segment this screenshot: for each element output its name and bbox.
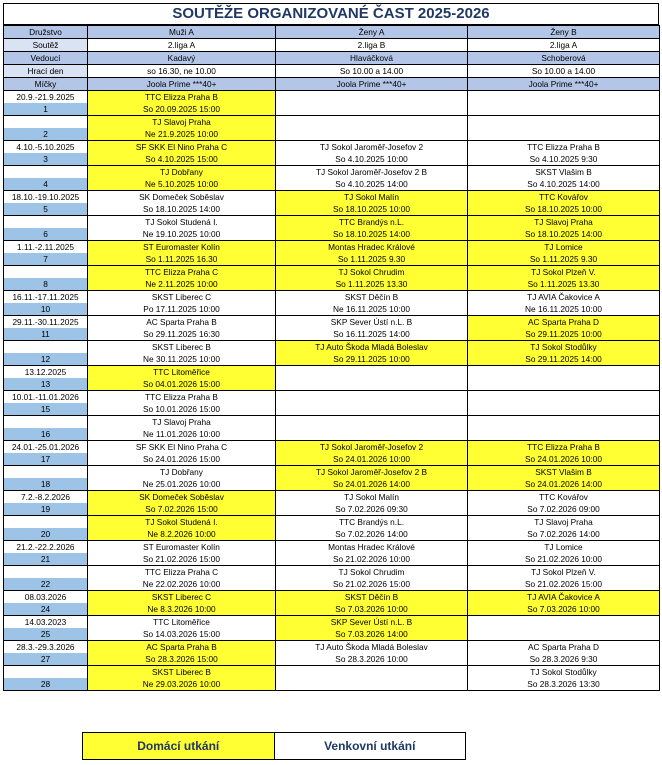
match-team: TTC Elizza Praha B — [468, 441, 660, 454]
round-number: 27 — [4, 653, 88, 666]
match-datetime: So 1.11.2025 16.30 — [88, 253, 276, 266]
match-datetime: Ne 5.10.2025 10:00 — [88, 178, 276, 191]
match-datetime: So 24.01.2026 10:00 — [276, 453, 468, 466]
round-row-top — [4, 216, 660, 229]
round-row-bottom — [4, 203, 660, 216]
match-team: TTC Elizza Praha B — [88, 91, 276, 104]
match-datetime: So 7.02.2026 14:00 — [468, 528, 660, 541]
round-date: 4.10.-5.10.2025 — [4, 141, 88, 154]
match-datetime: So 24.01.2026 14:00 — [468, 478, 660, 491]
match-team: TTC Elizza Praha B — [468, 141, 660, 154]
round-number: 6 — [4, 228, 88, 241]
header-cell: Joola Prime ***40+ — [276, 78, 468, 91]
match-team: SKST Vlašim B — [468, 166, 660, 179]
round-row-bottom — [4, 528, 660, 541]
round-row-top — [4, 341, 660, 354]
round-row-bottom — [4, 678, 660, 691]
round-date — [4, 466, 88, 479]
match-datetime: Ne 19.10.2025 10:00 — [88, 228, 276, 241]
match-team: SKP Sever Ústí n.L. B — [276, 316, 468, 329]
match-team: TJ Auto Škoda Mladá Boleslav — [276, 641, 468, 654]
match-team: TJ Sokol Chrudim — [276, 266, 468, 279]
match-datetime: So 1.11.2025 9.30 — [276, 253, 468, 266]
header-cell: Schoberová — [468, 52, 660, 65]
header-cell: 2.liga B — [276, 39, 468, 52]
round-row-bottom — [4, 553, 660, 566]
round-number: 22 — [4, 578, 88, 591]
match-team: TJ Dobřany — [88, 466, 276, 479]
match-team: TJ Sokol Jaroměř-Josefov 2 — [276, 141, 468, 154]
match-team: TJ Sokol Jaroměř-Josefov 2 — [276, 441, 468, 454]
round-number: 4 — [4, 178, 88, 191]
match-team: TJ Slavoj Praha — [468, 516, 660, 529]
match-datetime: So 7.03.2026 10:00 — [468, 603, 660, 616]
round-row-bottom — [4, 128, 660, 141]
match-team: TJ Sokol Stodůlky — [468, 666, 660, 679]
match-team: SKST Liberec B — [88, 666, 276, 679]
match-datetime: Ne 2.11.2025 10:00 — [88, 278, 276, 291]
header-cell: Joola Prime ***40+ — [88, 78, 276, 91]
match-datetime: So 1.11.2025 9.30 — [468, 253, 660, 266]
header-row — [4, 52, 660, 65]
header-cell: so 16.30, ne 10.00 — [88, 65, 276, 78]
match-datetime: So 4.10.2025 14:00 — [276, 178, 468, 191]
match-team: TTC Elizza Praha C — [88, 266, 276, 279]
match-datetime: So 7.02.2026 15:00 — [88, 503, 276, 516]
match-datetime: So 4.10.2025 15:00 — [88, 153, 276, 166]
match-team: TTC Elizza Praha B — [88, 391, 276, 404]
round-row-top — [4, 91, 660, 104]
match-team: SK Domeček Soběslav — [88, 491, 276, 504]
match-datetime: So 28.3.2026 9:30 — [468, 653, 660, 666]
match-team: TTC Kovářov — [468, 191, 660, 204]
round-row-top — [4, 591, 660, 604]
round-date: 08.03.2026 — [4, 591, 88, 604]
match-datetime: So 18.10.2025 10:00 — [468, 203, 660, 216]
round-date: 13.12.2025 — [4, 366, 88, 379]
match-datetime — [468, 628, 660, 641]
match-team: SKST Děčín B — [276, 291, 468, 304]
round-number: 3 — [4, 153, 88, 166]
schedule-sheet — [3, 3, 659, 691]
match-team: TJ Sokol Malín — [276, 491, 468, 504]
match-team: AC Sparta Praha D — [468, 316, 660, 329]
match-team: TTC Elizza Praha C — [88, 566, 276, 579]
match-team: AC Sparta Praha D — [468, 641, 660, 654]
header-label: Míčky — [4, 78, 88, 91]
header-row — [4, 65, 660, 78]
round-row-bottom — [4, 428, 660, 441]
round-row-bottom — [4, 378, 660, 391]
match-datetime: So 20.09.2025 15:00 — [88, 103, 276, 116]
round-number: 8 — [4, 278, 88, 291]
match-team: TJ Sokol Stodůlky — [468, 341, 660, 354]
match-datetime — [468, 103, 660, 116]
round-date — [4, 341, 88, 354]
round-row-bottom — [4, 303, 660, 316]
match-datetime: So 7.02.2026 14:00 — [276, 528, 468, 541]
round-date — [4, 416, 88, 429]
match-datetime: So 29.11.2025 10:00 — [468, 328, 660, 341]
round-row-top — [4, 616, 660, 629]
match-datetime — [276, 428, 468, 441]
round-row-bottom — [4, 278, 660, 291]
match-datetime: So 18.10.2025 14:00 — [276, 228, 468, 241]
round-row-bottom — [4, 328, 660, 341]
match-datetime — [276, 103, 468, 116]
match-datetime: So 7.02.2026 09:00 — [468, 503, 660, 516]
header-cell: Ženy A — [276, 26, 468, 39]
match-team: TTC Litoměřice — [88, 616, 276, 629]
round-row-bottom — [4, 578, 660, 591]
match-team — [468, 116, 660, 129]
round-row-top — [4, 141, 660, 154]
match-datetime: So 1.11.2025 13.30 — [468, 278, 660, 291]
match-datetime: So 24.01.2026 14:00 — [276, 478, 468, 491]
round-row-top — [4, 116, 660, 129]
match-team: AC Sparta Praha B — [88, 316, 276, 329]
match-team: Montas Hradec Králové — [276, 541, 468, 554]
match-datetime: Po 17.11.2025 10:00 — [88, 303, 276, 316]
match-team — [468, 91, 660, 104]
match-datetime — [468, 128, 660, 141]
legend-home: Domácí utkání — [83, 733, 275, 759]
match-datetime: So 1.11.2025 13.30 — [276, 278, 468, 291]
round-number: 21 — [4, 553, 88, 566]
match-datetime: So 10.01.2026 15:00 — [88, 403, 276, 416]
match-team: TTC Kovářov — [468, 491, 660, 504]
header-cell: Joola Prime ***40+ — [468, 78, 660, 91]
match-team: SF SKK El Nino Praha C — [88, 141, 276, 154]
schedule-table — [3, 25, 660, 691]
match-datetime: So 4.10.2025 10:00 — [276, 153, 468, 166]
round-number: 25 — [4, 628, 88, 641]
round-row-top — [4, 516, 660, 529]
round-row-bottom — [4, 653, 660, 666]
round-row-top — [4, 491, 660, 504]
round-date — [4, 166, 88, 179]
match-team: TJ Lomice — [468, 241, 660, 254]
round-row-bottom — [4, 178, 660, 191]
match-datetime: So 18.10.2025 14:00 — [88, 203, 276, 216]
match-datetime: So 14.03.2026 15:00 — [88, 628, 276, 641]
round-rows — [4, 91, 660, 691]
match-team — [468, 391, 660, 404]
match-team: SF SKK El Nino Praha C — [88, 441, 276, 454]
match-datetime: Ne 16.11.2025 10:00 — [468, 303, 660, 316]
round-row-top — [4, 391, 660, 404]
match-datetime — [468, 428, 660, 441]
round-number: 2 — [4, 128, 88, 141]
round-number: 1 — [4, 103, 88, 116]
round-date: 20.9.-21.9.2025 — [4, 91, 88, 104]
match-team: TTC Litoměřice — [88, 366, 276, 379]
match-team: TJ Auto Škoda Mladá Boleslav — [276, 341, 468, 354]
round-row-bottom — [4, 353, 660, 366]
header-cell: Ženy B — [468, 26, 660, 39]
round-row-top — [4, 241, 660, 254]
match-team — [468, 366, 660, 379]
match-datetime: Ne 21.9.2025 10:00 — [88, 128, 276, 141]
match-datetime: So 7.03.2026 14:00 — [276, 628, 468, 641]
round-number: 18 — [4, 478, 88, 491]
page-title: SOUTĚŽE ORGANIZOVANÉ ČAST 2025-2026 — [3, 3, 659, 25]
match-datetime: So 4.10.2025 14:00 — [468, 178, 660, 191]
match-team: TJ Lomice — [468, 541, 660, 554]
round-date: 24.01.-25.01.2026 — [4, 441, 88, 454]
round-date: 10.01.-11.01.2026 — [4, 391, 88, 404]
legend — [82, 732, 466, 760]
match-datetime: So 21.02.2026 10:00 — [468, 553, 660, 566]
round-date: 14.03.2023 — [4, 616, 88, 629]
match-datetime: Ne 25.01.2026 10:00 — [88, 478, 276, 491]
match-team: Montas Hradec Králové — [276, 241, 468, 254]
round-row-bottom — [4, 153, 660, 166]
round-row-top — [4, 566, 660, 579]
match-team: SKST Liberec C — [88, 591, 276, 604]
round-number: 5 — [4, 203, 88, 216]
match-datetime: So 21.02.2026 15:00 — [276, 578, 468, 591]
match-team: TJ Sokol Jaroměř-Josefov 2 B — [276, 166, 468, 179]
match-datetime: So 18.10.2025 10:00 — [276, 203, 468, 216]
round-row-top — [4, 416, 660, 429]
match-team: TJ Sokol Jaroměř-Josefov 2 B — [276, 466, 468, 479]
match-team: TJ Sokol Studená I. — [88, 516, 276, 529]
match-datetime: So 28.3.2026 13:30 — [468, 678, 660, 691]
round-date: 29.11.-30.11.2025 — [4, 316, 88, 329]
round-row-bottom — [4, 403, 660, 416]
match-team: SKST Vlašim B — [468, 466, 660, 479]
match-datetime — [468, 378, 660, 391]
match-datetime: So 21.02.2026 15:00 — [468, 578, 660, 591]
match-team: TJ Slavoj Praha — [468, 216, 660, 229]
match-team — [276, 366, 468, 379]
match-team — [276, 666, 468, 679]
round-number: 20 — [4, 528, 88, 541]
match-datetime: Ne 11.01.2026 10:00 — [88, 428, 276, 441]
round-row-top — [4, 291, 660, 304]
round-number: 10 — [4, 303, 88, 316]
round-row-top — [4, 166, 660, 179]
match-datetime: So 24.01.2026 15:00 — [88, 453, 276, 466]
round-row-top — [4, 666, 660, 679]
match-datetime: So 28.3.2026 10:00 — [276, 653, 468, 666]
match-datetime: So 21.02.2026 10:00 — [276, 553, 468, 566]
match-team: TTC Brandýs n.L. — [276, 216, 468, 229]
match-datetime: Ne 16.11.2025 10:00 — [276, 303, 468, 316]
round-date: 16.11.-17.11.2025 — [4, 291, 88, 304]
round-date — [4, 516, 88, 529]
round-number: 28 — [4, 678, 88, 691]
match-datetime — [276, 378, 468, 391]
match-team: TTC Brandýs n.L. — [276, 516, 468, 529]
match-datetime: Ne 30.11.2025 10:00 — [88, 353, 276, 366]
header-label: Hrací den — [4, 65, 88, 78]
header-row — [4, 39, 660, 52]
match-datetime: So 28.3.2026 15:00 — [88, 653, 276, 666]
match-datetime — [276, 128, 468, 141]
match-team: TJ Sokol Malín — [276, 191, 468, 204]
match-datetime: So 29.11.2025 10:00 — [276, 353, 468, 366]
round-number: 7 — [4, 253, 88, 266]
match-team: ST Euromaster Kolín — [88, 241, 276, 254]
header-cell: Kadavý — [88, 52, 276, 65]
match-datetime: So 04.01.2026 15:00 — [88, 378, 276, 391]
round-number: 19 — [4, 503, 88, 516]
match-datetime: Ne 29.03.2026 10:00 — [88, 678, 276, 691]
round-number: 24 — [4, 603, 88, 616]
match-team: TJ Sokol Plzeň V. — [468, 566, 660, 579]
round-date — [4, 116, 88, 129]
header-label: Soutěž — [4, 39, 88, 52]
match-datetime — [276, 403, 468, 416]
match-datetime: So 29.11.2025 16:30 — [88, 328, 276, 341]
match-team: TJ Sokol Studená I. — [88, 216, 276, 229]
round-number: 13 — [4, 378, 88, 391]
match-team: SKP Sever Ústí n.L. B — [276, 616, 468, 629]
header-row — [4, 26, 660, 39]
match-team: TJ AVIA Čakovice A — [468, 291, 660, 304]
match-team: TJ AVIA Čakovice A — [468, 591, 660, 604]
match-team — [468, 416, 660, 429]
round-row-bottom — [4, 628, 660, 641]
match-team: TJ Dobřany — [88, 166, 276, 179]
match-datetime: So 24.01.2026 10:00 — [468, 453, 660, 466]
round-row-bottom — [4, 103, 660, 116]
round-row-top — [4, 541, 660, 554]
round-number: 15 — [4, 403, 88, 416]
round-row-bottom — [4, 503, 660, 516]
round-row-top — [4, 266, 660, 279]
round-row-bottom — [4, 453, 660, 466]
header-cell: So 10.00 a 14.00 — [468, 65, 660, 78]
round-row-bottom — [4, 228, 660, 241]
match-team: TJ Sokol Plzeň V. — [468, 266, 660, 279]
match-datetime: Ne 22.02.2026 10:00 — [88, 578, 276, 591]
round-date: 7.2.-8.2.2026 — [4, 491, 88, 504]
match-team: TJ Sokol Chrudim — [276, 566, 468, 579]
header-cell: 2.liga A — [468, 39, 660, 52]
round-number: 16 — [4, 428, 88, 441]
header-cell: 2.liga A — [88, 39, 276, 52]
round-row-top — [4, 466, 660, 479]
match-team: TJ Slavoj Praha — [88, 416, 276, 429]
header-cell: Hlaváčková — [276, 52, 468, 65]
header-cell: Muži A — [88, 26, 276, 39]
round-date — [4, 216, 88, 229]
round-row-top — [4, 641, 660, 654]
match-team — [468, 616, 660, 629]
round-date: 18.10.-19.10.2025 — [4, 191, 88, 204]
header-label: Vedoucí — [4, 52, 88, 65]
round-date — [4, 566, 88, 579]
match-datetime: So 21.02.2026 15:00 — [88, 553, 276, 566]
match-datetime: So 16.11.2025 14:00 — [276, 328, 468, 341]
round-row-top — [4, 366, 660, 379]
round-number: 12 — [4, 353, 88, 366]
match-team: AC Sparta Praha B — [88, 641, 276, 654]
round-date: 28.3.-29.3.2026 — [4, 641, 88, 654]
round-date: 1.11.-2.11.2025 — [4, 241, 88, 254]
match-datetime: So 4.10.2025 9:30 — [468, 153, 660, 166]
match-datetime: Ne 8.2.2026 10:00 — [88, 528, 276, 541]
match-team: SKST Děčín B — [276, 591, 468, 604]
match-team — [276, 391, 468, 404]
match-datetime: Ne 8.3.2026 10:00 — [88, 603, 276, 616]
round-date — [4, 666, 88, 679]
round-row-bottom — [4, 603, 660, 616]
legend-away: Venkovní utkání — [275, 733, 466, 759]
round-row-bottom — [4, 253, 660, 266]
match-team: SKST Liberec B — [88, 341, 276, 354]
match-datetime — [276, 678, 468, 691]
match-datetime: So 7.03.2026 10:00 — [276, 603, 468, 616]
round-row-bottom — [4, 478, 660, 491]
match-team: SKST Liberec C — [88, 291, 276, 304]
match-datetime: So 29.11.2025 14:00 — [468, 353, 660, 366]
match-datetime — [468, 403, 660, 416]
match-team — [276, 416, 468, 429]
round-number: 11 — [4, 328, 88, 341]
header-rows — [4, 26, 660, 91]
match-team — [276, 91, 468, 104]
header-row — [4, 78, 660, 91]
round-date: 21.2.-22.2.2026 — [4, 541, 88, 554]
match-datetime: So 18.10.2025 14:00 — [468, 228, 660, 241]
header-cell: So 10.00 a 14.00 — [276, 65, 468, 78]
round-row-top — [4, 441, 660, 454]
round-row-top — [4, 191, 660, 204]
match-team: SK Domeček Soběslav — [88, 191, 276, 204]
round-row-top — [4, 316, 660, 329]
round-date — [4, 266, 88, 279]
match-team — [276, 116, 468, 129]
match-datetime: So 7.02.2026 09:30 — [276, 503, 468, 516]
match-team: TJ Slavoj Praha — [88, 116, 276, 129]
round-number: 17 — [4, 453, 88, 466]
header-label: Družstvo — [4, 26, 88, 39]
match-team: ST Euromaster Kolín — [88, 541, 276, 554]
